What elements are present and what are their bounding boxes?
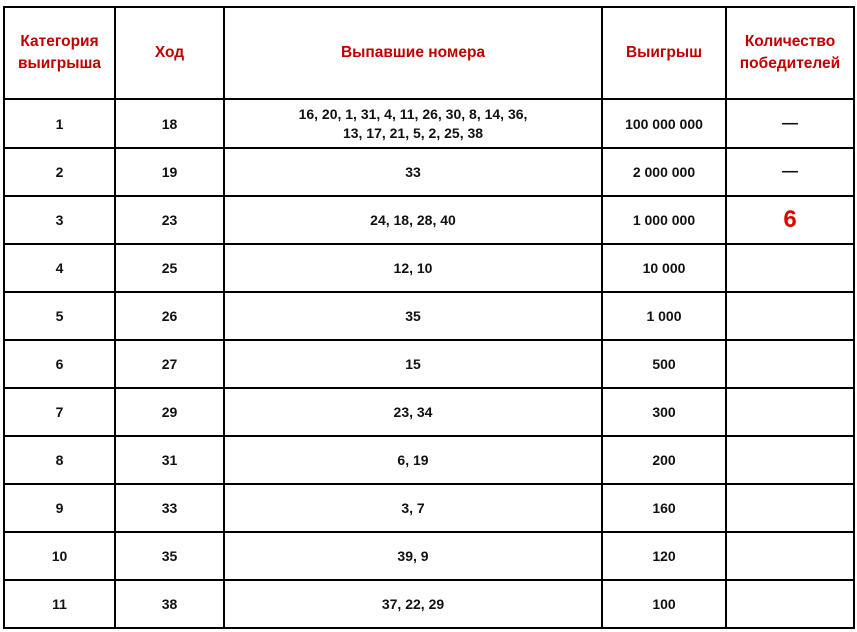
cell-category: 3 — [4, 196, 115, 244]
header-category: Категория выигрыша — [4, 7, 115, 99]
cell-numbers: 23, 34 — [224, 388, 602, 436]
cell-winners — [726, 244, 854, 292]
table-body — [4, 99, 854, 628]
cell-numbers: 39, 9 — [224, 532, 602, 580]
table-row — [4, 196, 854, 244]
cell-category: 11 — [4, 580, 115, 628]
cell-category: 10 — [4, 532, 115, 580]
results-table — [3, 6, 855, 629]
cell-numbers: 24, 18, 28, 40 — [224, 196, 602, 244]
header-winners: Количество победителей — [726, 7, 854, 99]
cell-category: 9 — [4, 484, 115, 532]
cell-numbers: 12, 10 — [224, 244, 602, 292]
cell-winners — [726, 340, 854, 388]
cell-move: 31 — [115, 436, 224, 484]
cell-category: 2 — [4, 148, 115, 196]
cell-prize: 100 000 000 — [602, 99, 726, 148]
table-row — [4, 436, 854, 484]
cell-prize: 10 000 — [602, 244, 726, 292]
cell-prize: 300 — [602, 388, 726, 436]
cell-move: 29 — [115, 388, 224, 436]
cell-winners — [726, 484, 854, 532]
cell-move: 19 — [115, 148, 224, 196]
cell-numbers: 6, 19 — [224, 436, 602, 484]
cell-numbers: 33 — [224, 148, 602, 196]
cell-prize: 1 000 000 — [602, 196, 726, 244]
cell-winners — [726, 532, 854, 580]
cell-category: 6 — [4, 340, 115, 388]
cell-prize: 500 — [602, 340, 726, 388]
table-row — [4, 484, 854, 532]
cell-prize: 2 000 000 — [602, 148, 726, 196]
cell-move: 26 — [115, 292, 224, 340]
cell-winners — [726, 436, 854, 484]
cell-winners — [726, 580, 854, 628]
table-row — [4, 388, 854, 436]
table-row — [4, 148, 854, 196]
table-row — [4, 244, 854, 292]
cell-winners: — — [726, 99, 854, 148]
cell-prize: 120 — [602, 532, 726, 580]
cell-numbers: 35 — [224, 292, 602, 340]
cell-move: 18 — [115, 99, 224, 148]
cell-numbers: 3, 7 — [224, 484, 602, 532]
cell-move: 25 — [115, 244, 224, 292]
table-row — [4, 340, 854, 388]
cell-winners: — — [726, 148, 854, 196]
cell-prize: 1 000 — [602, 292, 726, 340]
cell-numbers-text: 16, 20, 1, 31, 4, 11, 26, 30, 8, 14, 36, 13, 17, 21, 5, 2, 25, 38 — [298, 105, 528, 141]
cell-category: 1 — [4, 99, 115, 148]
cell-winners — [726, 388, 854, 436]
header-row — [4, 7, 854, 99]
table-row — [4, 532, 854, 580]
cell-category: 7 — [4, 388, 115, 436]
cell-category: 4 — [4, 244, 115, 292]
cell-numbers: 15 — [224, 340, 602, 388]
cell-move: 23 — [115, 196, 224, 244]
header-numbers: Выпавшие номера — [224, 7, 602, 99]
cell-move: 35 — [115, 532, 224, 580]
cell-move: 27 — [115, 340, 224, 388]
cell-winners-highlight: 6 — [726, 196, 854, 244]
cell-numbers — [224, 99, 602, 148]
cell-winners — [726, 292, 854, 340]
cell-prize: 200 — [602, 436, 726, 484]
header-prize: Выигрыш — [602, 7, 726, 99]
table-row — [4, 580, 854, 628]
results-table-wrapper — [3, 6, 855, 629]
table-row — [4, 99, 854, 148]
cell-move: 38 — [115, 580, 224, 628]
header-move: Ход — [115, 7, 224, 99]
cell-prize: 160 — [602, 484, 726, 532]
cell-category: 8 — [4, 436, 115, 484]
cell-move: 33 — [115, 484, 224, 532]
table-header — [4, 7, 854, 99]
cell-prize: 100 — [602, 580, 726, 628]
cell-category: 5 — [4, 292, 115, 340]
cell-numbers: 37, 22, 29 — [224, 580, 602, 628]
table-row — [4, 292, 854, 340]
